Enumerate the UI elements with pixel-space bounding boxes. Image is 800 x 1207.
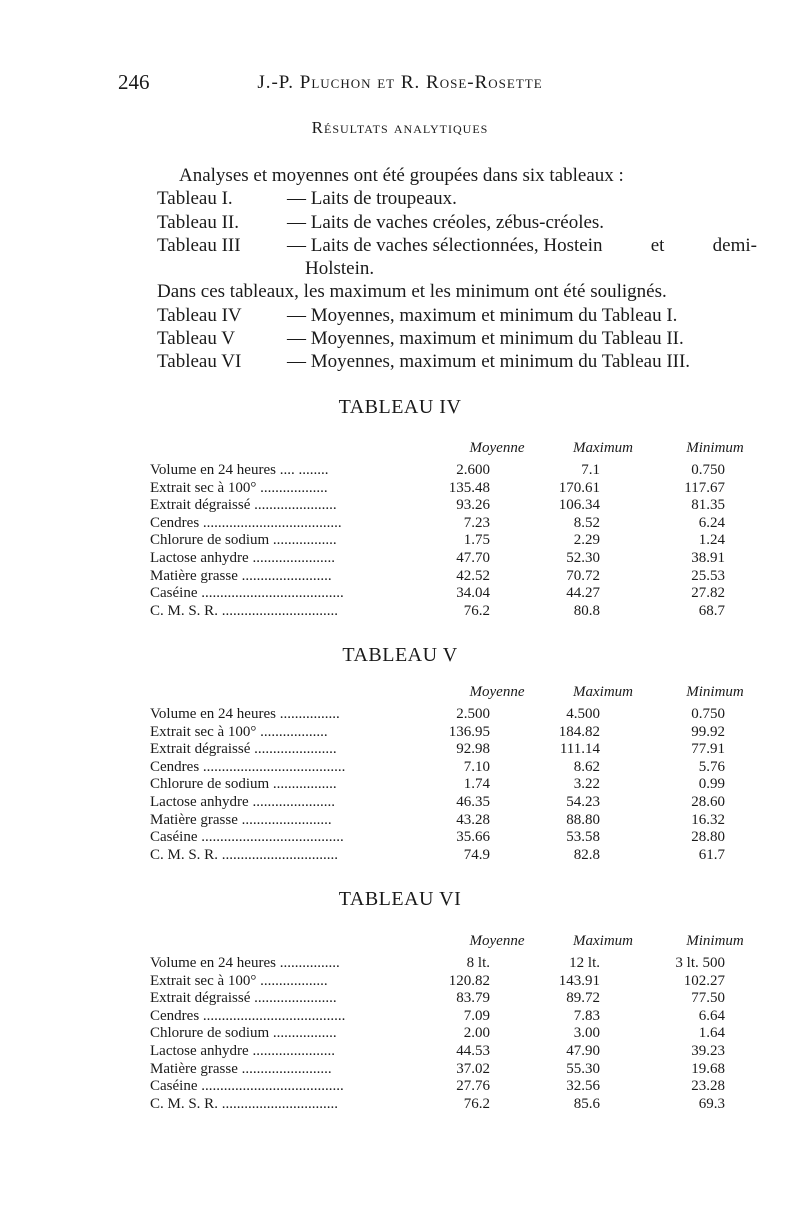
table-column-headers <box>150 933 770 955</box>
table-row <box>150 515 770 533</box>
cell-minimum: 6.24 <box>698 514 725 531</box>
entry-text: — Laits de vaches créoles, zébus-créoles. <box>287 211 605 233</box>
cell-maximum: 44.27 <box>566 585 600 602</box>
cell-minimum: 1.64 <box>698 1025 725 1042</box>
cell-maximum: 89.72 <box>566 990 600 1007</box>
cell-maximum: 4.500 <box>566 706 600 722</box>
cell-minimum: 38.91 <box>691 549 725 566</box>
row-label: Extrait dégraissé ...................... <box>150 990 337 1007</box>
row-label: Caséine ...................................... <box>150 585 344 602</box>
entry-text: — Moyennes, maximum et minimum du Tableau III. <box>287 351 691 373</box>
column-header-moyenne: Moyenne <box>469 684 525 700</box>
cell-minimum: 28.60 <box>691 793 725 810</box>
table-row <box>150 1008 770 1026</box>
table-title: TABLEAU IV <box>338 396 462 418</box>
table-row <box>150 532 770 550</box>
table-row <box>150 1061 770 1079</box>
column-header-moyenne: Moyenne <box>469 440 525 456</box>
row-label: Volume en 24 heures ................ <box>150 706 340 722</box>
column-header-maximum: Maximum <box>573 933 633 949</box>
column-header-moyenne: Moyenne <box>469 933 525 949</box>
cell-maximum: 7.83 <box>573 1007 600 1024</box>
table-row <box>150 1025 770 1043</box>
row-label: Chlorure de sodium ................. <box>150 1025 337 1042</box>
table-row <box>150 1043 770 1061</box>
cell-moyenne: 37.02 <box>456 1060 490 1077</box>
entry-text: — Moyennes, maximum et minimum du Tableau I. <box>287 304 678 326</box>
cell-maximum: 8.52 <box>573 514 600 531</box>
table-row <box>150 1096 770 1114</box>
cell-moyenne: 120.82 <box>448 972 490 989</box>
column-header-maximum: Maximum <box>573 440 633 456</box>
table-row <box>150 462 770 480</box>
data-table <box>150 684 770 864</box>
cell-moyenne: 8 lt. <box>466 955 490 971</box>
table-row <box>150 776 770 794</box>
cell-minimum: 27.82 <box>691 585 725 602</box>
data-table <box>150 933 770 1113</box>
row-label: Extrait sec à 100° .................. <box>150 723 328 740</box>
intro-paragraph <box>157 164 757 374</box>
cell-minimum: 0.750 <box>691 706 725 722</box>
cell-maximum: 53.58 <box>566 829 600 846</box>
cell-minimum: 28.80 <box>691 829 725 846</box>
row-label: Matière grasse ........................ <box>150 567 332 584</box>
section-title: Résultats analytiques <box>311 118 489 137</box>
row-label: C. M. S. R. ............................... <box>150 846 338 863</box>
cell-minimum: 19.68 <box>691 1060 725 1077</box>
cell-moyenne: 7.23 <box>463 514 490 531</box>
row-label: Volume en 24 heures ................ <box>150 955 340 971</box>
cell-minimum: 16.32 <box>691 811 725 828</box>
row-label: Cendres ...................................... <box>150 758 346 775</box>
cell-maximum: 52.30 <box>566 549 600 566</box>
cell-moyenne: 34.04 <box>456 585 490 602</box>
cell-moyenne: 76.2 <box>463 602 490 619</box>
cell-moyenne: 93.26 <box>456 497 490 514</box>
row-label: Matière grasse ........................ <box>150 811 332 828</box>
cell-maximum: 3.22 <box>573 776 600 793</box>
table-row <box>150 1078 770 1096</box>
cell-moyenne: 46.35 <box>456 793 490 810</box>
cell-moyenne: 27.76 <box>456 1078 490 1095</box>
intro-table-entry <box>157 350 757 373</box>
cell-maximum: 111.14 <box>559 741 600 758</box>
cell-maximum: 54.23 <box>566 793 600 810</box>
entry-label: Tableau II. <box>157 211 240 233</box>
row-label: Lactose anhydre ...................... <box>150 549 335 566</box>
entry-label: Tableau III <box>157 234 241 256</box>
column-header-minimum: Minimum <box>686 933 744 949</box>
cell-moyenne: 1.74 <box>463 776 490 793</box>
row-label: Lactose anhydre ...................... <box>150 1042 335 1059</box>
row-label: Matière grasse ........................ <box>150 1060 332 1077</box>
table-row <box>150 990 770 1008</box>
cell-maximum: 184.82 <box>558 723 600 740</box>
cell-minimum: 0.750 <box>691 462 725 478</box>
cell-maximum: 3.00 <box>573 1025 600 1042</box>
table-title: TABLEAU VI <box>338 888 462 910</box>
intro-continuation: Holstein. <box>305 258 375 280</box>
row-label: Extrait dégraissé ...................... <box>150 497 337 514</box>
cell-moyenne: 7.10 <box>463 758 490 775</box>
cell-minimum: 3 lt. 500 <box>675 955 725 971</box>
table-row <box>150 497 770 515</box>
cell-maximum: 7.1 <box>581 462 600 478</box>
cell-maximum: 2.29 <box>573 532 600 549</box>
cell-maximum: 85.6 <box>573 1095 600 1112</box>
cell-moyenne: 135.48 <box>448 479 490 496</box>
intro-table-entry <box>157 234 757 257</box>
row-label: Cendres ...................................... <box>150 1007 346 1024</box>
cell-moyenne: 47.70 <box>456 549 490 566</box>
cell-maximum: 106.34 <box>558 497 600 514</box>
cell-minimum: 5.76 <box>698 758 725 775</box>
cell-moyenne: 76.2 <box>463 1095 490 1112</box>
cell-minimum: 23.28 <box>691 1078 725 1095</box>
cell-minimum: 25.53 <box>691 567 725 584</box>
row-label: Caséine ...................................... <box>150 1078 344 1095</box>
entry-text: demi- <box>712 234 757 256</box>
cell-maximum: 8.62 <box>573 758 600 775</box>
row-label: Chlorure de sodium ................. <box>150 776 337 793</box>
cell-moyenne: 42.52 <box>456 567 490 584</box>
row-label: C. M. S. R. ............................... <box>150 1095 338 1112</box>
cell-moyenne: 83.79 <box>456 990 490 1007</box>
table-row <box>150 724 770 742</box>
entry-label: Tableau IV <box>157 304 242 326</box>
cell-moyenne: 2.00 <box>463 1025 490 1042</box>
column-header-minimum: Minimum <box>686 440 744 456</box>
cell-minimum: 39.23 <box>691 1042 725 1059</box>
cell-moyenne: 35.66 <box>456 829 490 846</box>
table-row <box>150 955 770 973</box>
cell-minimum: 81.35 <box>691 497 725 514</box>
entry-label: Tableau I. <box>157 188 233 210</box>
table-row <box>150 759 770 777</box>
cell-maximum: 82.8 <box>573 846 600 863</box>
cell-minimum: 77.50 <box>691 990 725 1007</box>
cell-moyenne: 7.09 <box>463 1007 490 1024</box>
cell-maximum: 47.90 <box>566 1042 600 1059</box>
entry-text: — Laits de vaches sélectionnées, Hostein <box>287 234 603 256</box>
cell-minimum: 102.27 <box>683 972 725 989</box>
cell-maximum: 70.72 <box>566 567 600 584</box>
cell-minimum: 6.64 <box>698 1007 725 1024</box>
cell-maximum: 88.80 <box>566 811 600 828</box>
row-label: Chlorure de sodium ................. <box>150 532 337 549</box>
table-row <box>150 973 770 991</box>
cell-minimum: 117.67 <box>684 479 725 496</box>
cell-maximum: 80.8 <box>573 602 600 619</box>
cell-minimum: 69.3 <box>698 1095 725 1112</box>
cell-moyenne: 92.98 <box>456 741 490 758</box>
cell-moyenne: 2.500 <box>456 706 490 722</box>
table-row <box>150 568 770 586</box>
table-row <box>150 550 770 568</box>
entry-text: et <box>650 234 665 256</box>
cell-minimum: 77.91 <box>691 741 725 758</box>
row-label: Extrait dégraissé ...................... <box>150 741 337 758</box>
table-row <box>150 480 770 498</box>
column-header-minimum: Minimum <box>686 684 744 700</box>
row-label: Extrait sec à 100° .................. <box>150 972 328 989</box>
intro-line: Dans ces tableaux, les maximum et les minimum ont été soulignés. <box>157 281 667 303</box>
entry-label: Tableau V <box>157 328 235 350</box>
cell-maximum: 12 lt. <box>569 955 600 971</box>
table-title: TABLEAU V <box>342 644 458 666</box>
cell-moyenne: 74.9 <box>463 846 490 863</box>
cell-maximum: 170.61 <box>558 479 600 496</box>
table-column-headers <box>150 684 770 706</box>
cell-maximum: 55.30 <box>566 1060 600 1077</box>
table-row <box>150 812 770 830</box>
table-row <box>150 603 770 621</box>
row-label: Cendres ..................................... <box>150 514 342 531</box>
cell-moyenne: 136.95 <box>448 723 490 740</box>
column-header-maximum: Maximum <box>573 684 633 700</box>
table-row <box>150 847 770 865</box>
page-number: 246 <box>118 70 150 94</box>
cell-maximum: 32.56 <box>566 1078 600 1095</box>
running-head: J.-P. Pluchon et R. Rose-Rosette <box>257 72 543 93</box>
page-header <box>0 70 800 100</box>
entry-text: — Moyennes, maximum et minimum du Tableau II. <box>287 328 684 350</box>
cell-moyenne: 43.28 <box>456 811 490 828</box>
intro-line: Analyses et moyennes ont été groupées dans six tableaux : <box>179 165 624 186</box>
cell-maximum: 143.91 <box>558 972 600 989</box>
row-label: Caséine ...................................... <box>150 829 344 846</box>
table-row <box>150 585 770 603</box>
table-row <box>150 829 770 847</box>
row-label: Volume en 24 heures .... ........ <box>150 462 329 478</box>
table-row <box>150 794 770 812</box>
cell-minimum: 1.24 <box>698 532 725 549</box>
row-label: Lactose anhydre ...................... <box>150 793 335 810</box>
intro-table-entry <box>157 187 757 210</box>
intro-table-entry <box>157 304 757 327</box>
cell-minimum: 61.7 <box>698 846 725 863</box>
cell-moyenne: 44.53 <box>456 1042 490 1059</box>
intro-table-entry <box>157 327 757 350</box>
data-table <box>150 440 770 620</box>
cell-minimum: 68.7 <box>698 602 725 619</box>
table-row <box>150 706 770 724</box>
cell-minimum: 99.92 <box>691 723 725 740</box>
entry-label: Tableau VI <box>157 351 242 373</box>
table-column-headers <box>150 440 770 462</box>
entry-text: — Laits de troupeaux. <box>287 188 457 210</box>
cell-minimum: 0.99 <box>698 776 725 793</box>
row-label: C. M. S. R. ............................... <box>150 602 338 619</box>
row-label: Extrait sec à 100° .................. <box>150 479 328 496</box>
cell-moyenne: 1.75 <box>463 532 490 549</box>
intro-table-entry <box>157 211 757 234</box>
cell-moyenne: 2.600 <box>456 462 490 478</box>
table-row <box>150 741 770 759</box>
